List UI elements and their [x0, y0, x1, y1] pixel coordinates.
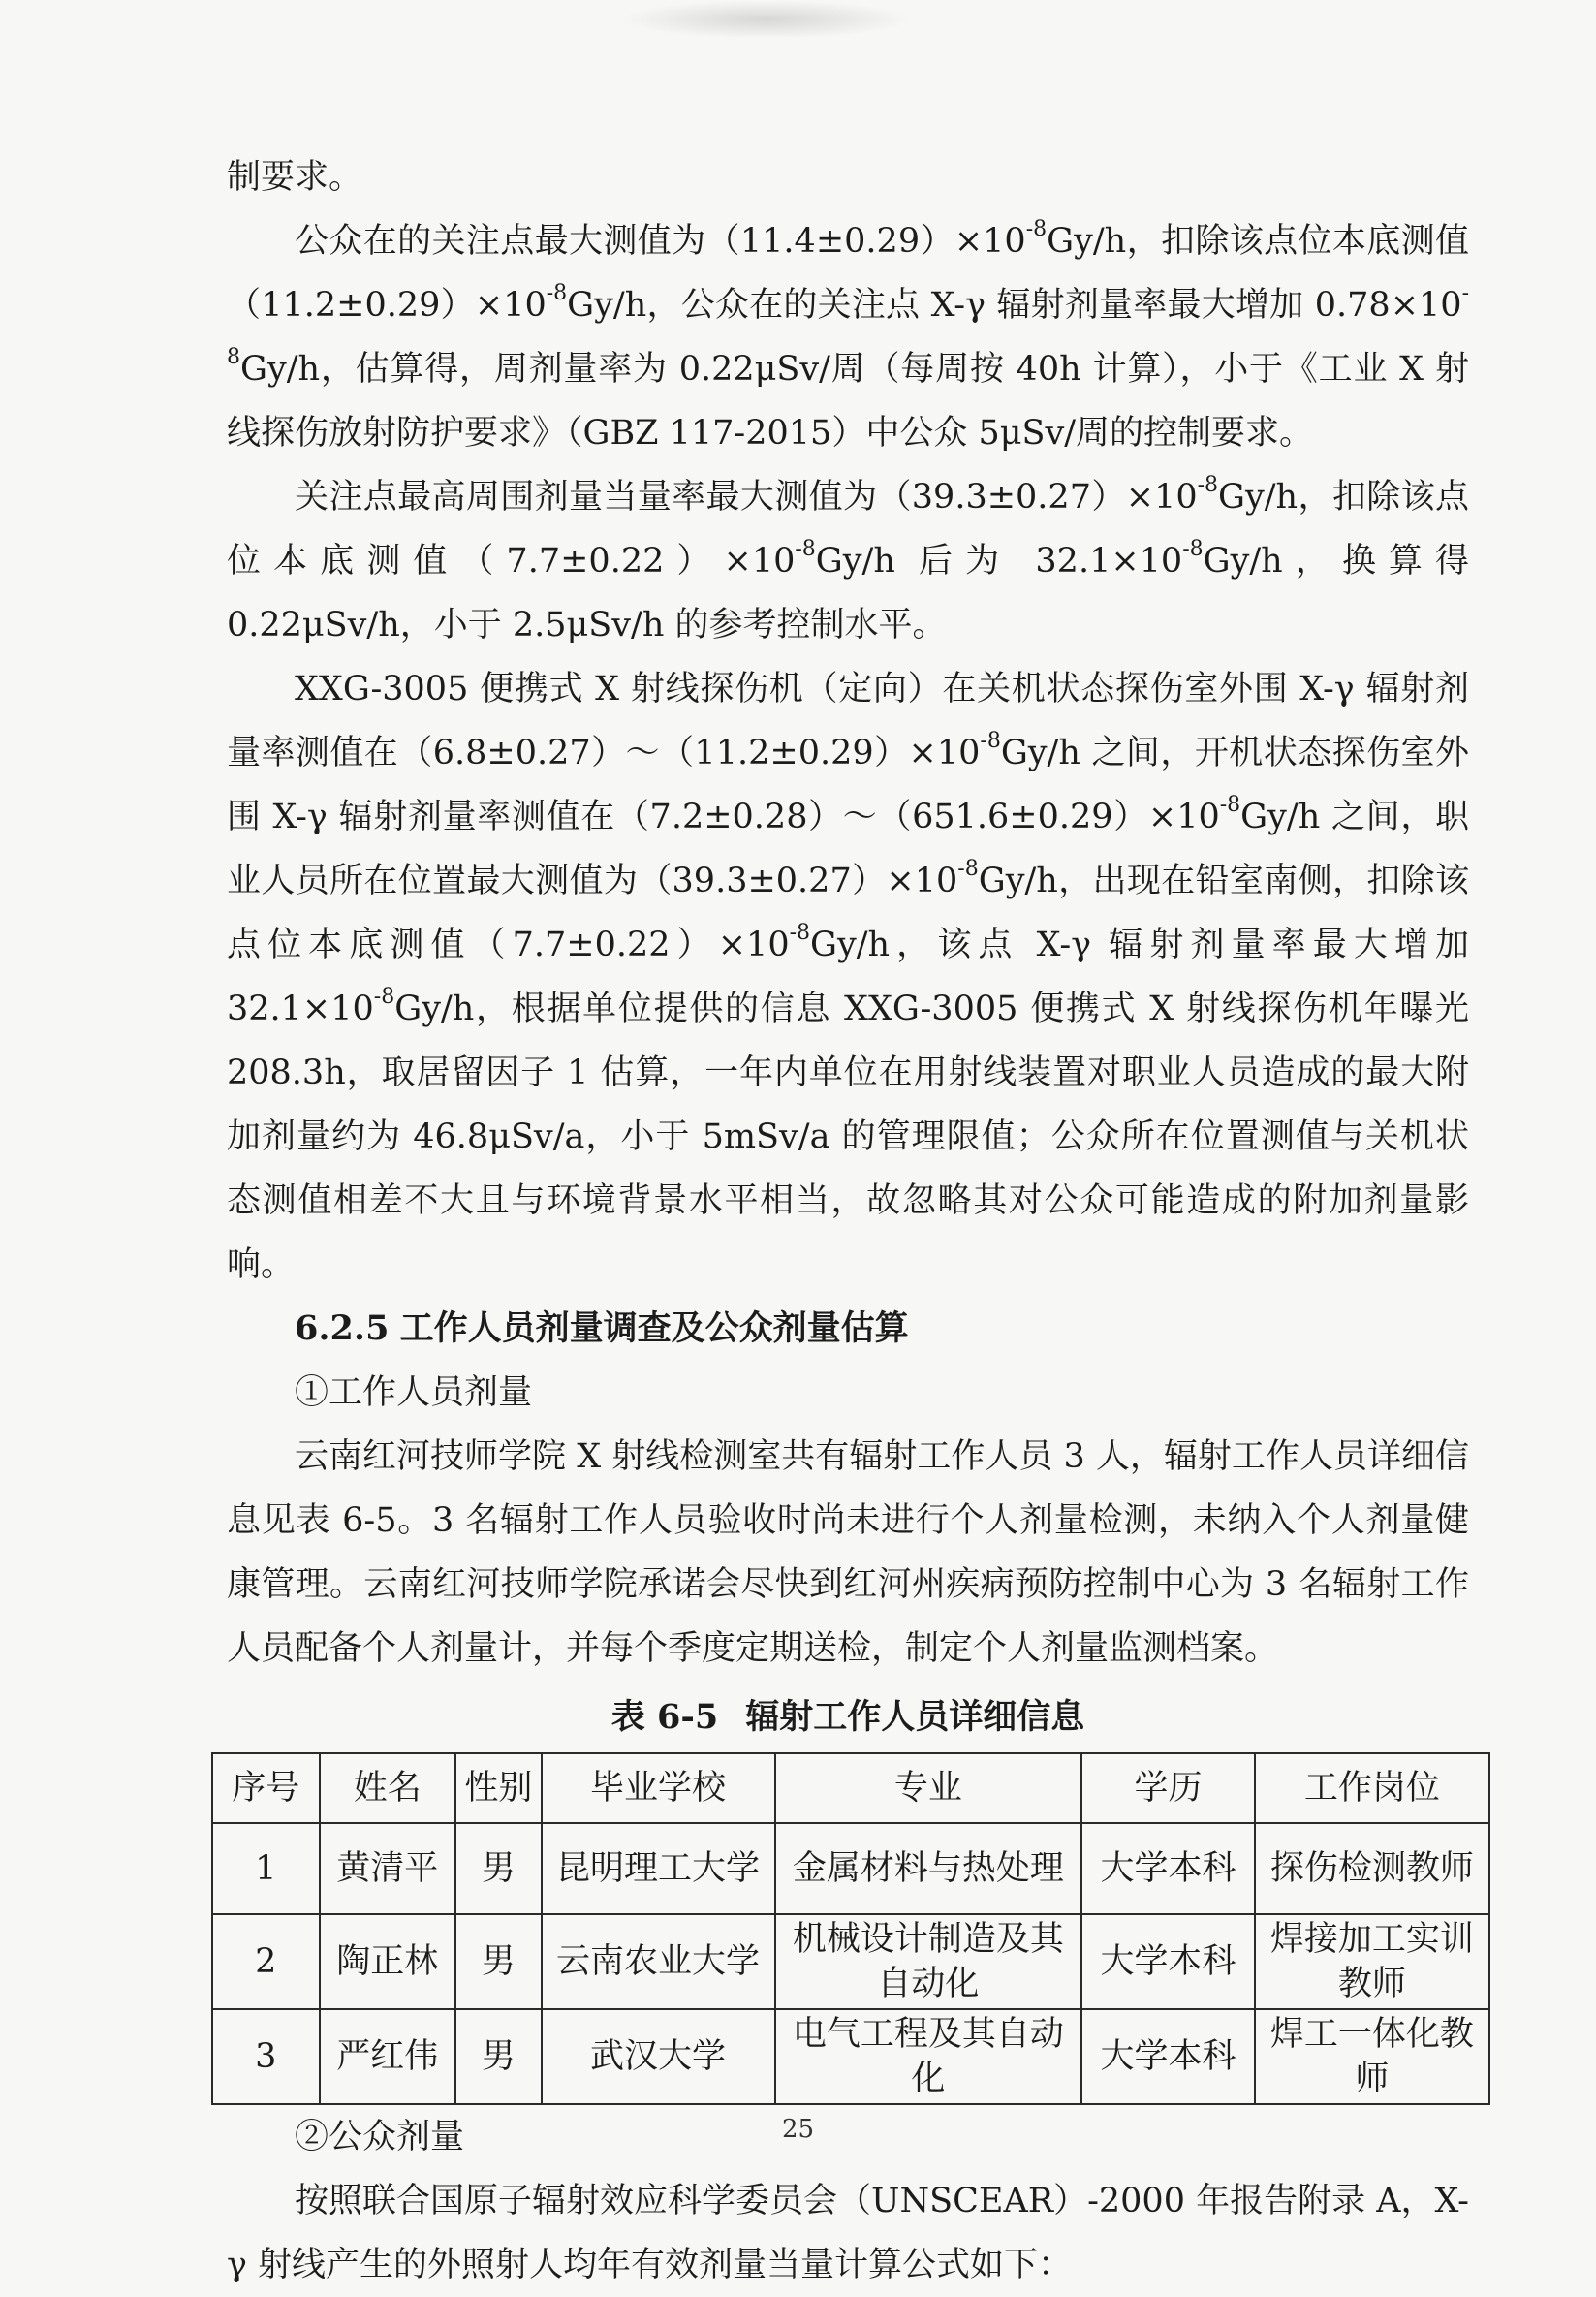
subheading-worker-dose: ①工作人员剂量 [295, 1373, 533, 1412]
table-cell: 电气工程及其自动化 [775, 2009, 1081, 2104]
table-cell: 2 [212, 1914, 320, 2009]
table-cell: 武汉大学 [542, 2009, 775, 2104]
document-page [227, 145, 1474, 2297]
paragraph-worker-info: 云南红河技师学院 X 射线检测室共有辐射工作人员 3 人，辐射工作人员详细信息见表 6-5。3 名辐射工作人员验收时尚未进行个人剂量检测，未纳入个人剂量健康管理。云南红河技师学院承诺会尽快到红河州疾病预防控制中心为 3 名辐射工作人员配备个人剂量计，并每个季度定期送检，制定个人剂量监测档案。 [227, 1437, 1469, 1668]
paragraph-max-point: 关注点最高周围剂量当量率最大测值为$(39.3\pm 0.27)\times 10^{-8}Gy/h$，扣除该点位本底测值$(7.7\pm 0.22)\times 10^{-8}Gy/h$ 后为 $32.1\times 10^{-8}Gy/h$，换算得 0.22μSv/h，小于 2.5μSv/h 的参考控制水平。 [227, 473, 1469, 645]
table-cell: 焊工一体化教师 [1255, 2009, 1489, 2104]
table-cell: 1 [212, 1823, 320, 1914]
header-cell-school: 毕业学校 [542, 1753, 775, 1823]
paragraph-xxg-3005: XXG-3005 便携式 X 射线探伤机（定向）在关机状态探伤室外围 X-γ 辐射剂量率测值在$(6.8\pm 0.27)\sim(11.2\pm 0.29)\times 10^{-8}Gy/h$ 之间，开机状态探伤室外围 X-γ 辐射剂量率测值在$(7.2\pm 0.28)\sim(651.6\pm 0.29)\times 10^{-8}Gy/h$ 之间，职业人员所在位置最大测值为$(39.3\pm 0.27)\times 10^{-8}Gy/h$，出现在铅室南侧，扣除该点位本底测值$(7.7\pm 0.22)\times 10^{-8}Gy/h$，该点 X-γ 辐射剂量率最大增加 $32.1\times 10^{-8}Gy/h$，根据单位提供的信息 XXG-3005 便携式 X 射线探伤机年曝光 208.3h，取居留因子 1 估算，一年内单位在用射线装置对职业人员造成的最大附加剂量约为 46.8μSv/a，小于 5mSv/a 的管理限值；公众所在位置测值与关机状态测值相差不大且与环境背景水平相当，故忽略其对公众可能造成的附加剂量影响。 [227, 670, 1470, 1284]
table-cell: 严红伟 [320, 2009, 456, 2104]
table-cell: 金属材料与热处理 [775, 1823, 1081, 1914]
header-cell-major: 专业 [775, 1753, 1081, 1823]
table-cell: 焊接加工实训教师 [1255, 1914, 1489, 2009]
table-cell: 探伤检测教师 [1255, 1823, 1489, 1914]
table-cell: 男 [455, 2009, 541, 2104]
table-header-row [212, 1753, 1489, 1823]
table-cell: 男 [455, 1823, 541, 1914]
table-caption: 表 6-5 辐射工作人员详细信息 [610, 1697, 1085, 1737]
table-cell: 大学本科 [1081, 1823, 1255, 1914]
staff-table [211, 1752, 1490, 2105]
table-cell: 3 [212, 2009, 320, 2104]
paragraph-continuation: 制要求。 [227, 158, 363, 197]
section-heading: 6.2.5 工作人员剂量调查及公众剂量估算 [295, 1308, 909, 1348]
table-cell: 大学本科 [1081, 1914, 1255, 2009]
table-cell: 机械设计制造及其自动化 [775, 1914, 1081, 2009]
table-row [212, 1914, 1489, 2009]
header-cell-gender: 性别 [455, 1753, 541, 1823]
table-cell: 大学本科 [1081, 2009, 1255, 2104]
table-cell: 昆明理工大学 [542, 1823, 775, 1914]
table-cell: 陶正林 [320, 1914, 456, 2009]
table-row [212, 2009, 1489, 2104]
page-number: 25 [781, 2115, 815, 2144]
header-cell-degree: 学历 [1081, 1753, 1255, 1823]
header-cell-name: 姓名 [320, 1753, 456, 1823]
scan-artifact [620, 0, 911, 39]
paragraph-unscear: 按照联合国原子辐射效应科学委员会（UNSCEAR）-2000 年报告附录 A，X-γ 射线产生的外照射人均年有效剂量当量计算公式如下： [227, 2182, 1469, 2284]
header-cell-index: 序号 [212, 1753, 320, 1823]
table-cell: 黄清平 [320, 1823, 456, 1914]
subheading-public-dose: ②公众剂量 [295, 2118, 465, 2156]
paragraph-public-dose: 公众在的关注点最大测值为$(11.4\pm 0.29)\times 10^{-8}Gy/h$，扣除该点位本底测值$(11.2\pm 0.29)\times 10^{-8}Gy/h$，公众在的关注点 X-γ 辐射剂量率最大增加 $0.78\times 10^{-8}Gy/h$，估算得，周剂量率为 0.22μSv/周（每周按 40h 计算），小于《工业 X 射线探伤放射防护要求》（GBZ 117-2015）中公众 5μSv/周的控制要求。 [227, 217, 1469, 453]
header-cell-position: 工作岗位 [1255, 1753, 1489, 1823]
table-row [212, 1823, 1489, 1914]
table-cell: 男 [455, 1914, 541, 2009]
table-cell: 云南农业大学 [542, 1914, 775, 2009]
